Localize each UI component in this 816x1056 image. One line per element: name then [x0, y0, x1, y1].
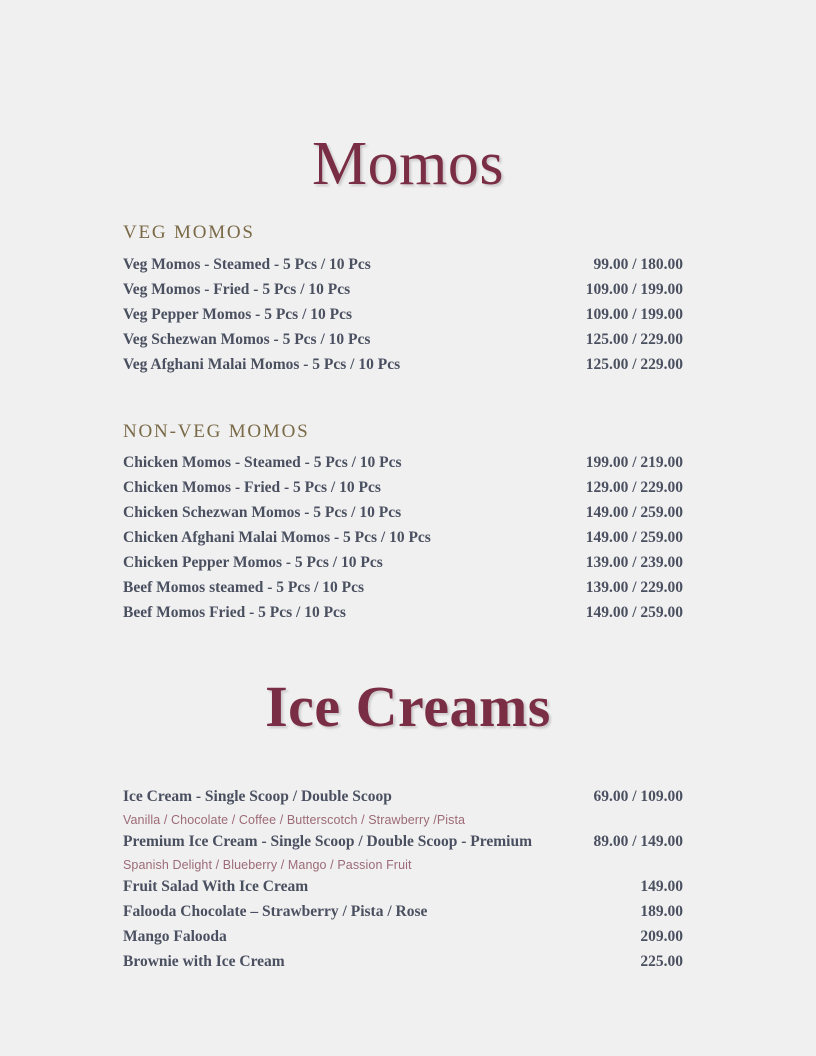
item-name: Ice Cream - Single Scoop / Double Scoop	[123, 788, 392, 805]
non-veg-momos-list	[123, 455, 683, 630]
item-name: Beef Momos Fried - 5 Pcs / 10 Pcs	[123, 604, 346, 621]
item-price: 149.00 / 259.00	[585, 604, 683, 621]
menu-item-row	[123, 357, 683, 382]
menu-item-row	[123, 605, 683, 630]
ice-creams-list-wrap	[123, 736, 683, 979]
menu-item-row	[123, 555, 683, 580]
item-name: Premium Ice Cream - Single Scoop / Double Scoop - Premium	[123, 833, 532, 850]
item-price: 89.00 / 149.00	[593, 833, 683, 850]
item-price: 125.00 / 229.00	[585, 356, 683, 373]
item-name: Falooda Chocolate – Strawberry / Pista / Rose	[123, 903, 428, 920]
menu-item-row	[123, 954, 683, 979]
item-name: Veg Momos - Steamed - 5 Pcs / 10 Pcs	[123, 256, 371, 273]
menu-item-row	[123, 580, 683, 605]
ice-creams-section	[0, 630, 816, 739]
menu-item-row	[123, 282, 683, 307]
item-name: Chicken Momos - Fried - 5 Pcs / 10 Pcs	[123, 479, 381, 496]
item-name: Veg Pepper Momos - 5 Pcs / 10 Pcs	[123, 306, 353, 323]
item-name: Chicken Momos - Steamed - 5 Pcs / 10 Pcs	[123, 454, 402, 471]
item-price: 225.00	[640, 953, 683, 970]
menu-item-row	[123, 904, 683, 929]
item-flavors: Vanilla / Chocolate / Coffee / Butterscotch / Strawberry /Pista	[123, 813, 466, 827]
menu-item-row	[123, 879, 683, 904]
item-price: 199.00 / 219.00	[585, 454, 683, 471]
item-price: 149.00 / 259.00	[585, 504, 683, 521]
menu-item-row	[123, 505, 683, 530]
item-name: Mango Falooda	[123, 928, 227, 945]
item-name: Beef Momos steamed - 5 Pcs / 10 Pcs	[123, 579, 365, 596]
item-price: 109.00 / 199.00	[585, 306, 683, 323]
item-price: 139.00 / 239.00	[585, 554, 683, 571]
item-name: Fruit Salad With Ice Cream	[123, 878, 309, 895]
item-name: Chicken Pepper Momos - 5 Pcs / 10 Pcs	[123, 554, 383, 571]
menu-item-row	[123, 480, 683, 505]
menu-item-row	[123, 834, 683, 859]
item-price: 109.00 / 199.00	[585, 281, 683, 298]
item-name: Chicken Afghani Malai Momos - 5 Pcs / 10 Pcs	[123, 529, 431, 546]
menu-item-row	[123, 307, 683, 332]
item-price: 209.00	[640, 928, 683, 945]
item-price: 189.00	[640, 903, 683, 920]
menu-item-row	[123, 257, 683, 282]
item-name: Veg Afghani Malai Momos - 5 Pcs / 10 Pcs	[123, 356, 401, 373]
item-price: 149.00 / 259.00	[585, 529, 683, 546]
veg-momos-header: VEG MOMOS	[123, 222, 255, 243]
item-flavors: Spanish Delight / Blueberry / Mango / Passion Fruit	[123, 858, 412, 872]
momos-section	[123, 195, 683, 630]
ice-creams-section-title: Ice Creams	[265, 674, 551, 739]
menu-item-row	[123, 455, 683, 480]
veg-momos-list	[123, 257, 683, 382]
item-name: Brownie with Ice Cream	[123, 953, 285, 970]
item-price: 139.00 / 229.00	[585, 579, 683, 596]
momos-section-title: Momos	[312, 130, 504, 198]
item-price: 125.00 / 229.00	[585, 331, 683, 348]
non-veg-momos-header: NON-VEG MOMOS	[123, 421, 310, 442]
item-name: Veg Momos - Fried - 5 Pcs / 10 Pcs	[123, 281, 351, 298]
item-name: Chicken Schezwan Momos - 5 Pcs / 10 Pcs	[123, 504, 402, 521]
menu-item-row	[123, 332, 683, 357]
ice-creams-list	[123, 789, 683, 979]
item-price: 149.00	[640, 878, 683, 895]
menu-item-row	[123, 929, 683, 954]
menu-item-row	[123, 789, 683, 814]
item-price: 69.00 / 109.00	[593, 788, 683, 805]
item-price: 129.00 / 229.00	[585, 479, 683, 496]
item-name: Veg Schezwan Momos - 5 Pcs / 10 Pcs	[123, 331, 371, 348]
menu-item-row	[123, 530, 683, 555]
item-price: 99.00 / 180.00	[593, 256, 683, 273]
